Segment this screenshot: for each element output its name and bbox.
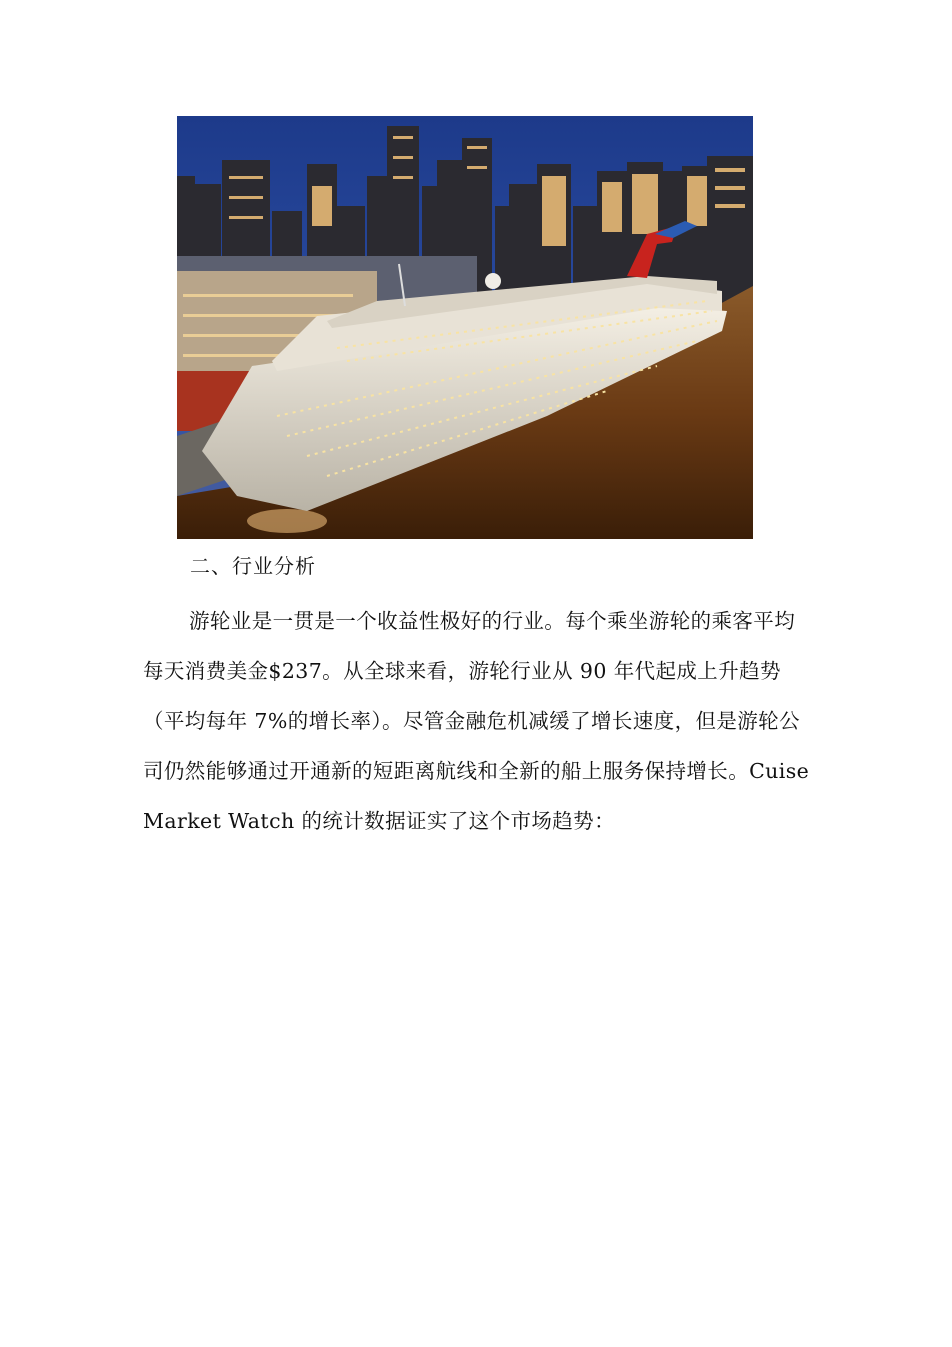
section-heading: 二、行业分析 — [190, 554, 316, 578]
body-paragraph: 游轮业是一贯是一个收益性极好的行业。每个乘坐游轮的乘客平均每天消费美金$237。从全球来看，游轮行业从 90 年代起成上升趋势（平均每年 7%的增长率）。尽管金融危机减缓了增长速度，但是游轮公司仍然能够通过开通新的短距离航线和全新的船上服务保持增长。Cuise Market Watch 的统计数据证实了这个市场趋势： — [143, 609, 810, 833]
cruise-ship-photo — [177, 116, 753, 539]
